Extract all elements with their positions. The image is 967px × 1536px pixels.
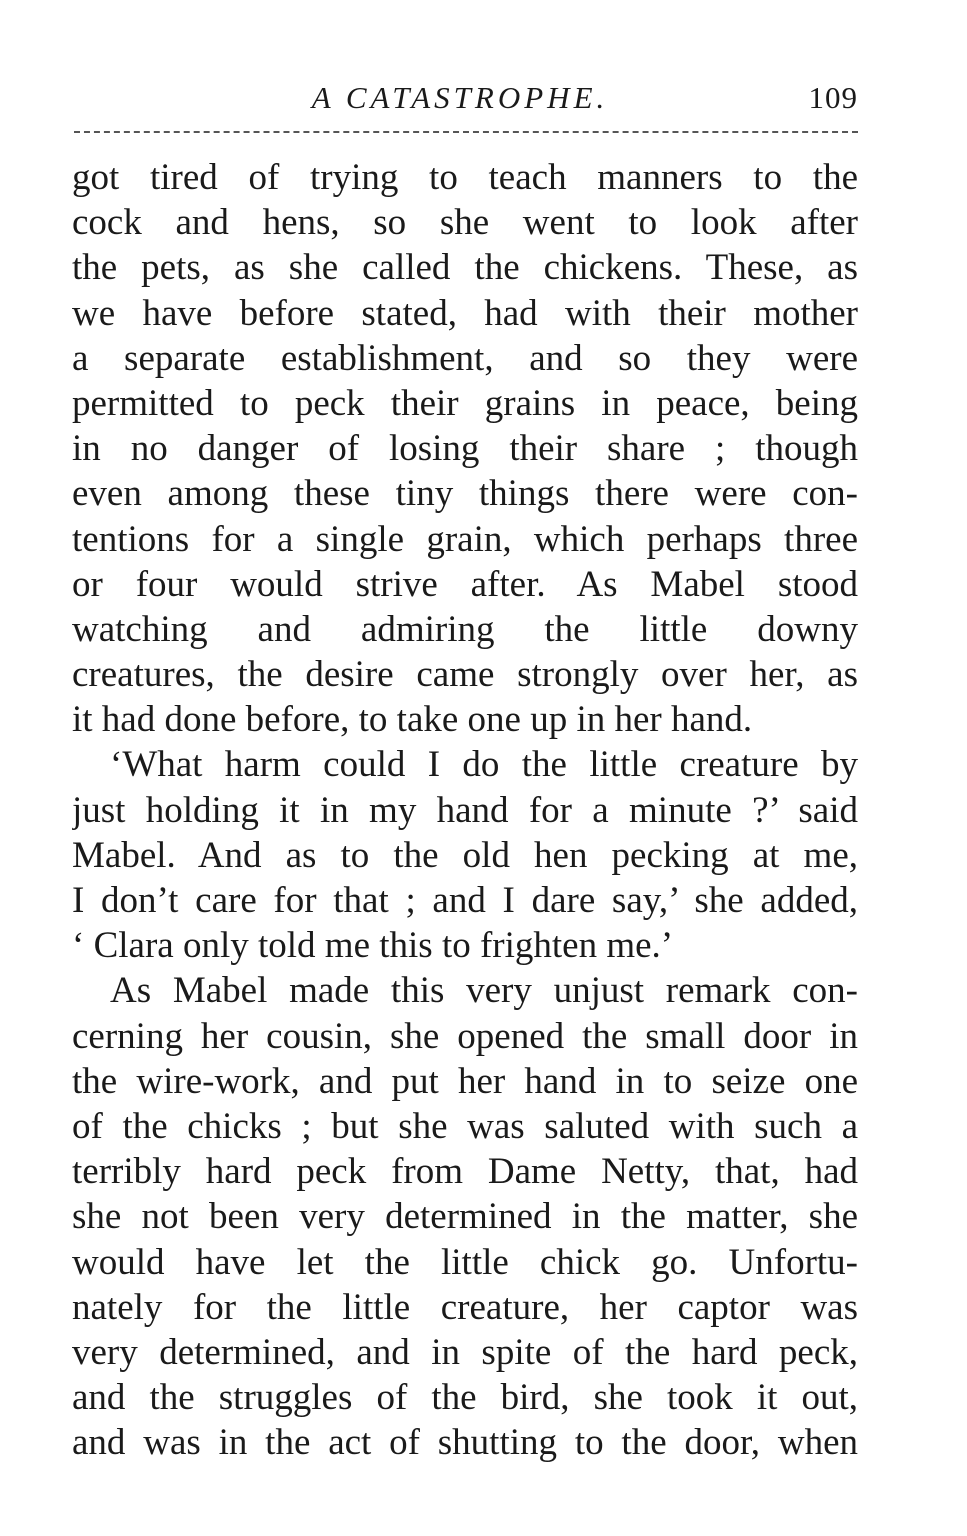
paragraph xyxy=(72,968,858,1465)
text-line: permitted to peck their grains in peace, being xyxy=(72,382,858,424)
text-line: even among these tiny things there were con- xyxy=(72,473,858,515)
text-line: creatures, the desire came strongly over her, as xyxy=(72,654,858,696)
body-text xyxy=(72,155,858,1465)
text-line: ‘What harm could I do the little creature by xyxy=(110,744,858,786)
text-line: a separate establishment, and so they were xyxy=(72,337,858,379)
running-title: A CATASTROPHE. xyxy=(311,80,609,115)
text-line: she not been very determined in the matter, she xyxy=(72,1196,858,1238)
text-line: it had done before, to take one up in her hand. xyxy=(72,699,753,741)
text-line: cerning her cousin, she opened the small door in xyxy=(72,1015,858,1057)
text-line: we have before stated, had with their mother xyxy=(72,292,858,334)
text-line: would have let the little chick go. Unfortu- xyxy=(72,1241,858,1283)
text-line: and was in the act of shutting to the door, when xyxy=(72,1422,858,1464)
header-rule xyxy=(74,131,858,133)
text-line: or four would strive after. As Mabel stood xyxy=(72,563,858,605)
running-head xyxy=(60,78,860,122)
text-line: the pets, as she called the chickens. These, as xyxy=(72,247,858,289)
page-number: 109 xyxy=(808,80,858,115)
text-line: of the chicks ; but she was saluted with such a xyxy=(72,1105,858,1147)
text-line: watching and admiring the little downy xyxy=(72,608,858,650)
text-line: the wire-work, and put her hand in to seize one xyxy=(72,1060,858,1102)
text-line: tentions for a single grain, which perhaps three xyxy=(72,518,858,560)
text-line: in no danger of losing their share ; though xyxy=(72,428,858,470)
paragraph xyxy=(72,155,858,742)
text-line: ‘ Clara only told me this to frighten me.’ xyxy=(72,925,674,967)
text-line: just holding it in my hand for a minute ?’ said xyxy=(72,789,858,831)
text-line: got tired of trying to teach manners to the xyxy=(72,157,858,198)
text-line: cock and hens, so she went to look after xyxy=(72,202,858,244)
text-line: and the struggles of the bird, she took it out, xyxy=(72,1377,858,1419)
text-line: very determined, and in spite of the hard peck, xyxy=(72,1331,858,1373)
text-line: As Mabel made this very unjust remark con- xyxy=(110,970,858,1012)
paragraph xyxy=(72,742,858,968)
text-line: terribly hard peck from Dame Netty, that, had xyxy=(72,1151,858,1193)
text-line: I don’t care for that ; and I dare say,’ she added, xyxy=(72,880,858,921)
text-line: nately for the little creature, her captor was xyxy=(72,1286,858,1328)
text-line: Mabel. And as to the old hen pecking at me, xyxy=(72,834,858,876)
